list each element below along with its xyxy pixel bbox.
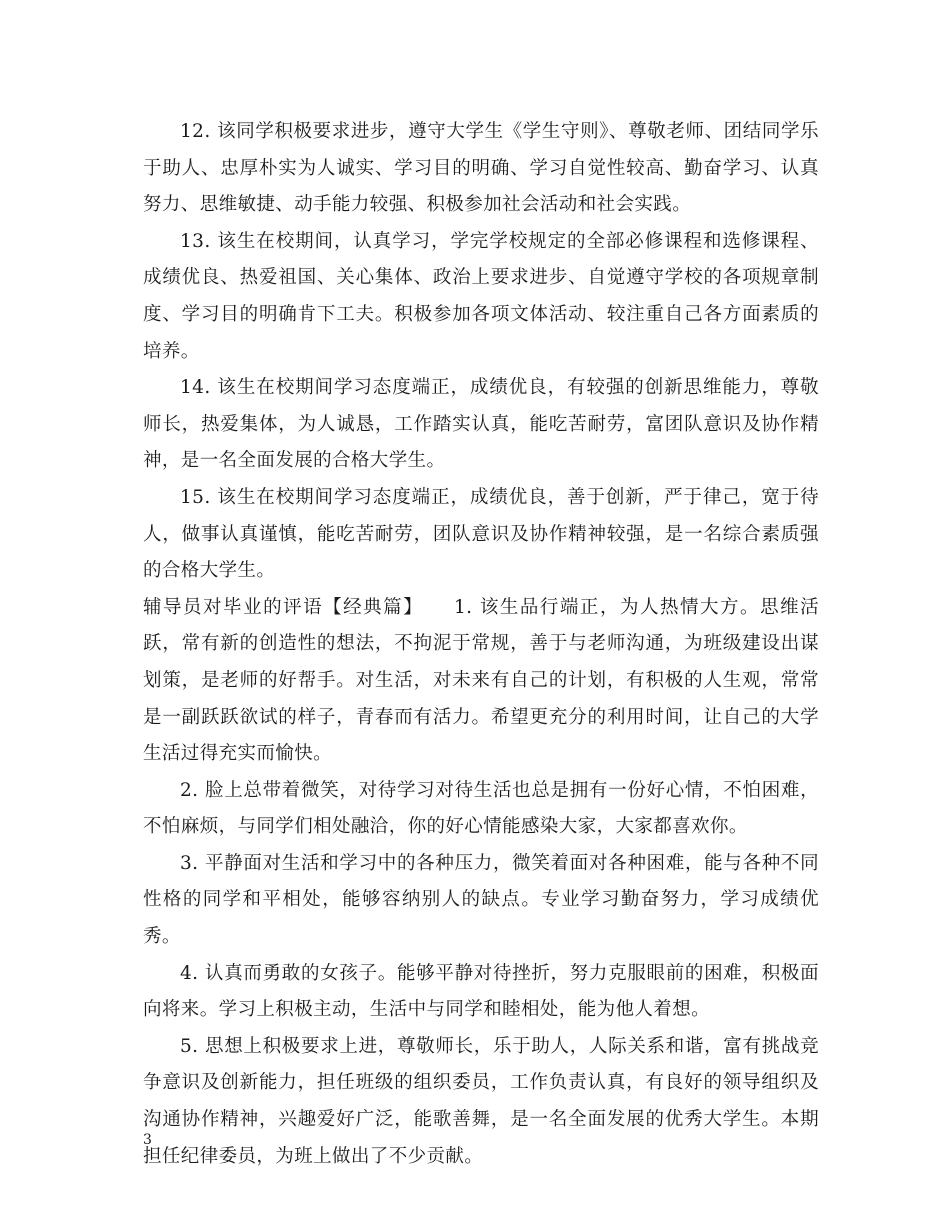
paragraph-2: 2. 脸上总带着微笑，对待学习对待生活也总是拥有一份好心情，不怕困难，不怕麻烦，与同学们相处融洽，你的好心情能感染大家，大家都喜欢你。	[143, 779, 819, 838]
paragraph-12: 12. 该同学积极要求进步，遵守大学生《学生守则》、尊敬老师、团结同学乐于助人、忠厚朴实为人诚实、学习目的明确、学习自觉性较高、勤奋学习、认真努力、思维敏捷、动手能力较强、积极参加社会活动和社会实践。	[143, 121, 819, 216]
paragraph-13: 13. 该生在校期间，认真学习，学完学校规定的全部必修课程和选修课程、成绩优良、热爱祖国、关心集体、政治上要求进步、自觉遵守学校的各项规章制度、学习目的明确肯下工夫。积极参加各项文体活动、较注重自己各方面素质的培养。	[143, 230, 819, 362]
paragraph-3: 3. 平静面对生活和学习中的各种压力，微笑着面对各种困难，能与各种不同性格的同学和平相处，能够容纳别人的缺点。专业学习勤奋努力，学习成绩优秀。	[143, 852, 819, 948]
paragraph-15: 15. 该生在校期间学习态度端正，成绩优良，善于创新，严于律己，宽于待人，做事认真谨慎，能吃苦耐劳，团队意识及协作精神较强，是一名综合素质强的合格大学生。	[143, 486, 819, 582]
paragraph-classic-heading: 辅导员对毕业的评语【经典篇】 1. 该生品行端正，为人热情大方。思维活跃，常有新的创造性的想法，不拘泥于常规，善于与老师沟通，为班级建设出谋划策，是老师的好帮手。对生活，对未来有自己的计划，有积极的人生观，常常是一副跃跃欲试的样子，青春而有活力。希望更充分的利用时间，让自己的大学生活过得充实而愉快。	[143, 596, 819, 765]
document-body	[143, 114, 819, 1175]
paragraph-4: 4. 认真而勇敢的女孩子。能够平静对待挫折，努力克服眼前的困难，积极面向将来。学习上积极主动，生活中与同学和睦相处，能为他人着想。	[143, 962, 819, 1021]
page-number: 3	[143, 1132, 152, 1148]
paragraph-14: 14. 该生在校期间学习态度端正，成绩优良，有较强的创新思维能力，尊敬师长，热爱集体，为人诚恳，工作踏实认真，能吃苦耐劳，富团队意识及协作精神，是一名全面发展的合格大学生。	[143, 377, 819, 472]
paragraph-5: 5. 思想上积极要求上进，尊敬师长，乐于助人，人际关系和谐，富有挑战竞争意识及创新能力，担任班级的组织委员，工作负责认真，有良好的领导组织及沟通协作精神，兴趣爱好广泛，能歌善舞，是一名全面发展的优秀大学生。本期担任纪律委员，为班上做出了不少贡献。	[143, 1035, 819, 1167]
